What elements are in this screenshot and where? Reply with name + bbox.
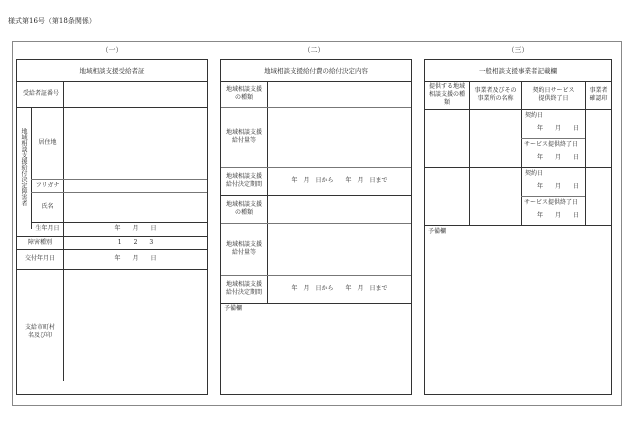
service-type-field-1[interactable]: [268, 81, 411, 107]
row1-provider-field[interactable]: [470, 109, 521, 167]
row1-contract-label: 契約日: [525, 112, 544, 119]
dob-label: 生年月日: [35, 225, 60, 232]
recipient-number-label: 受給者証番号: [23, 90, 60, 97]
decision-period-field-2[interactable]: 年 月 日から 年 月 日まで: [291, 285, 388, 292]
benefit-amount-label-1: 地域相談支援給付量等: [226, 129, 263, 144]
row2-contract-label: 契約日: [525, 170, 544, 177]
disability-type-field[interactable]: 1 2 3: [117, 238, 154, 246]
provider-record-panel: [424, 59, 612, 395]
name-field[interactable]: [64, 192, 207, 222]
row1-service-type-field[interactable]: [425, 109, 469, 167]
benefit-amount-field-1[interactable]: [268, 107, 411, 167]
service-type-label-1: 地域相談支援の種類: [226, 86, 263, 101]
header-provider: 事業者及びその事業所の名称: [474, 87, 517, 102]
furigana-field[interactable]: [64, 179, 207, 192]
row2-contract-date[interactable]: 年 月 日: [537, 183, 580, 190]
benefit-decision-panel: [220, 59, 412, 395]
applicant-group-label: 地域相談支援給付決定障害者: [20, 128, 27, 206]
service-type-label-2: 地域相談支援の種類: [226, 201, 263, 216]
panel2-number: （二）: [303, 46, 325, 54]
row1-end-date[interactable]: 年 月 日: [537, 154, 580, 161]
form-number-label: 様式第16号（第18条関係）: [8, 17, 96, 25]
panel1-number: （一）: [101, 46, 123, 54]
panel3-remarks-label: 予備欄: [428, 228, 447, 235]
disability-type-label: 障害種別: [27, 238, 52, 246]
panel3-title: 一般相談支援事業者記載欄: [479, 66, 557, 75]
row1-contract-date[interactable]: 年 月 日: [537, 125, 580, 132]
header-contract: 契約日サービス提供終了日: [532, 87, 575, 102]
row2-service-type-field[interactable]: [425, 167, 469, 225]
header-confirm: 事業者確認印: [589, 87, 608, 102]
dob-field[interactable]: 年 月 日: [114, 225, 157, 232]
row2-provider-field[interactable]: [470, 167, 521, 225]
benefit-amount-field-2[interactable]: [268, 223, 411, 275]
name-label: 氏名: [41, 203, 54, 210]
issue-date-label: 交付年月日: [24, 255, 55, 262]
issue-date-field[interactable]: 年 月 日: [114, 255, 157, 262]
panel3-number: （三）: [507, 46, 529, 54]
header-service-type: 提供する地域相談支援の種類: [428, 83, 465, 106]
row2-end-label: サービス提供終了日: [524, 199, 579, 206]
decision-period-label-2: 地域相談支援給付決定期間: [226, 281, 263, 296]
row2-end-date[interactable]: 年 月 日: [537, 212, 580, 219]
municipality-seal-field[interactable]: [64, 269, 207, 394]
address-label: 居住地: [38, 139, 57, 146]
panel3-remarks-field[interactable]: [425, 237, 611, 394]
decision-period-field-1[interactable]: 年 月 日から 年 月 日まで: [291, 177, 388, 184]
decision-period-label-1: 地域相談支援給付決定期間: [226, 173, 263, 188]
row2-confirm-seal-field[interactable]: [586, 167, 611, 225]
recipient-number-field[interactable]: [64, 81, 207, 107]
panel2-remarks-field[interactable]: [221, 314, 411, 394]
row1-end-label: サービス提供終了日: [524, 141, 579, 148]
panel2-remarks-label: 予備欄: [224, 305, 243, 312]
panel1-title: 地域相談支援受給者証: [79, 66, 145, 75]
furigana-label: フリガナ: [35, 181, 60, 189]
row1-confirm-seal-field[interactable]: [586, 109, 611, 167]
recipient-certificate-panel: [16, 59, 208, 395]
address-field[interactable]: [64, 107, 207, 179]
service-type-field-2[interactable]: [268, 195, 411, 223]
benefit-amount-label-2: 地域相談支援給付量等: [226, 241, 263, 256]
municipality-label: 支給市町村名及び印: [24, 323, 55, 339]
panel2-title: 地域相談支援給付費の給付決定内容: [264, 66, 368, 75]
